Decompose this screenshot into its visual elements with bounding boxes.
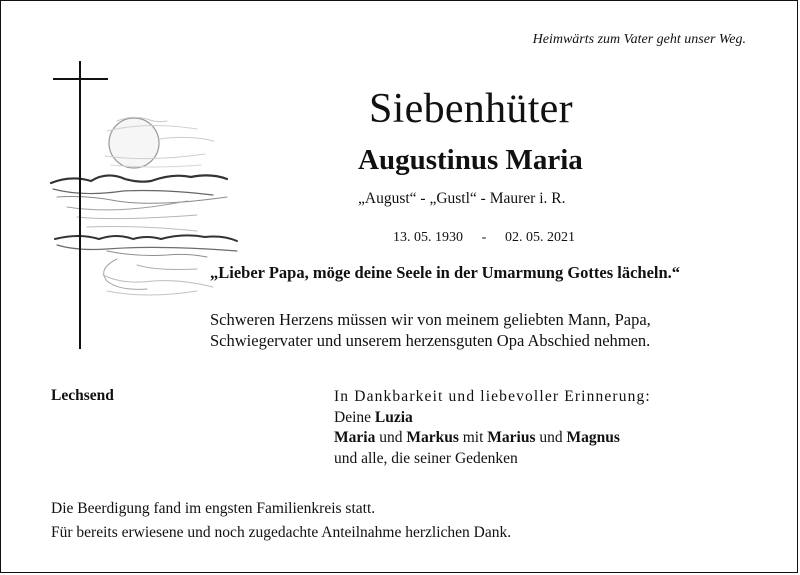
thanks-note: Für bereits erwiesene und noch zugedachte Anteilnahme herzlichen Dank. — [51, 524, 512, 541]
mourner-wife-line — [334, 408, 774, 429]
birth-date: 13. 05. 1930 — [393, 230, 463, 245]
surname: Siebenhüter — [369, 86, 573, 132]
life-dates — [393, 230, 575, 246]
wife-name: Luzia — [374, 408, 413, 426]
cross-icon — [53, 61, 108, 349]
date-separator: - — [481, 230, 487, 245]
motto: Heimwärts zum Vater geht unser Weg. — [532, 32, 746, 47]
conjunction-with: mit — [462, 429, 484, 446]
farewell-line-2: Schwiegervater und unserem herzensguten Opa Abschied nehmen. — [210, 331, 651, 350]
closing-notes — [51, 497, 771, 545]
funeral-note: Die Beerdigung fand im engsten Familienkreis statt. — [51, 500, 376, 517]
farewell-line-1: Schweren Herzens müssen wir von meinem geliebten Mann, Papa, — [210, 310, 651, 329]
farewell-message — [210, 309, 770, 351]
place-name: Lechsend — [51, 387, 114, 404]
mourner-family-line — [334, 428, 774, 449]
death-date: 02. 05. 2021 — [505, 230, 575, 245]
child-name-1: Maria — [334, 429, 376, 446]
wife-prefix: Deine — [334, 408, 372, 426]
mourner-others-line: und alle, die seiner Gedenken — [334, 449, 518, 467]
mourners-block — [334, 387, 774, 469]
grandchild-name-2: Magnus — [566, 429, 620, 446]
grandchild-name-1: Marius — [487, 429, 536, 446]
mourners-intro: In Dankbarkeit und liebevoller Erinnerung: — [334, 388, 651, 405]
given-names: Augustinus Maria — [358, 144, 583, 176]
conjunction-and: und — [379, 429, 403, 446]
quote: „Lieber Papa, möge deine Seele in der Umarmung Gottes lächeln.“ — [210, 263, 681, 282]
child-name-2: Markus — [406, 429, 459, 446]
conjunction-and: und — [539, 429, 563, 446]
nicknames-and-profession: „August“ - „Gustl“ - Maurer i. R. — [358, 190, 566, 207]
